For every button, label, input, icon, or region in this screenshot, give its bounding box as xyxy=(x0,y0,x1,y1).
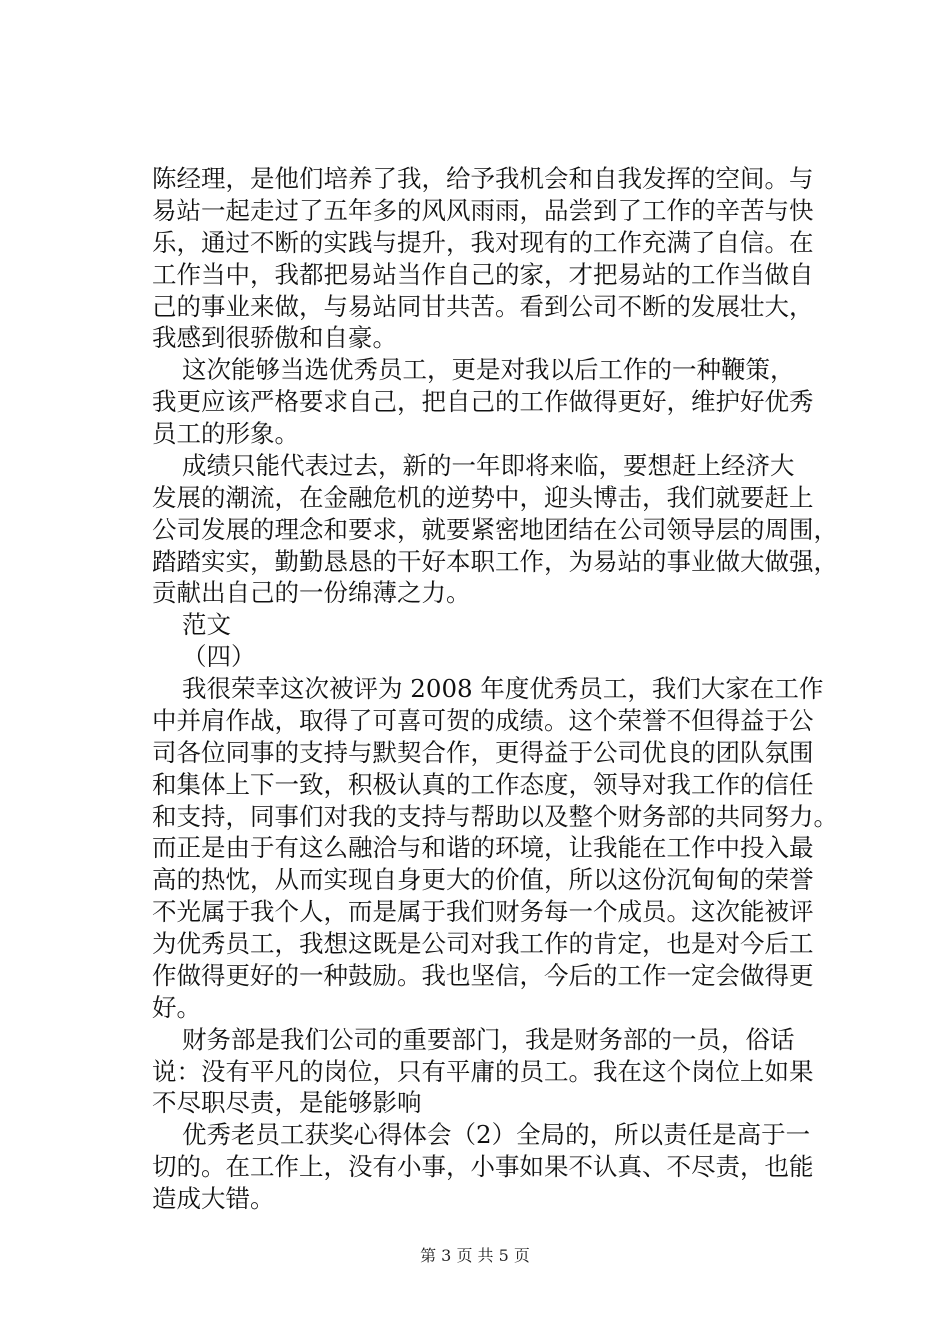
text-line: 工作当中，我都把易站当作自己的家，才把易站的工作当做自 xyxy=(152,259,814,289)
text-line: 踏踏实实，勤勤恳恳的干好本职工作，为易站的事业做大做强， xyxy=(152,546,838,576)
text-line: （四） xyxy=(182,642,256,672)
text-line: 员工的形象。 xyxy=(152,419,299,449)
text-line: 这次能够当选优秀员工，更是对我以后工作的一种鞭策， xyxy=(182,355,795,385)
text-line: 而正是由于有这么融洽与和谐的环境，让我能在工作中投入最 xyxy=(152,833,814,863)
text-line: 成绩只能代表过去，新的一年即将来临，要想赶上经济大 xyxy=(182,450,795,480)
text-line: 为优秀员工，我想这既是公司对我工作的肯定，也是对今后工 xyxy=(152,929,814,959)
text-line: 造成大错。 xyxy=(152,1184,275,1214)
text-line: 切的。在工作上，没有小事，小事如果不认真、不尽责，也能 xyxy=(152,1152,814,1182)
text-line: 我感到很骄傲和自豪。 xyxy=(152,323,397,353)
text-line: 不尽职尽责，是能够影响 xyxy=(152,1088,422,1118)
text-line: 中并肩作战，取得了可喜可贺的成绩。这个荣誉不但得益于公 xyxy=(152,705,814,735)
text-line: 乐，通过不断的实践与提升，我对现有的工作充满了自信。在 xyxy=(152,227,814,257)
text-line: 高的热忱，从而实现自身更大的价值，所以这份沉甸甸的荣誉 xyxy=(152,865,814,895)
page-footer: 第 3 页 共 5 页 xyxy=(420,1246,530,1265)
text-line: 易站一起走过了五年多的风风雨雨，品尝到了工作的辛苦与快 xyxy=(152,195,814,225)
text-line: 和支持，同事们对我的支持与帮助以及整个财务部的共同努力。 xyxy=(152,801,838,831)
text-line: 范文 xyxy=(182,610,231,640)
text-line: 说：没有平凡的岗位，只有平庸的员工。我在这个岗位上如果 xyxy=(152,1056,814,1086)
text-line: 发展的潮流，在金融危机的逆势中，迎头博击，我们就要赶上 xyxy=(152,482,814,512)
text-line: 和集体上下一致，积极认真的工作态度，领导对我工作的信任 xyxy=(152,769,814,799)
text-line: 不光属于我个人，而是属于我们财务每一个成员。这次能被评 xyxy=(152,897,814,927)
text-line: 优秀老员工获奖心得体会（2）全局的，所以责任是高于一 xyxy=(182,1120,811,1150)
text-line: 我更应该严格要求自己，把自己的工作做得更好，维护好优秀 xyxy=(152,387,814,417)
text-line: 贡献出自己的一份绵薄之力。 xyxy=(152,578,471,608)
text-line: 好。 xyxy=(152,992,201,1022)
text-line: 财务部是我们公司的重要部门，我是财务部的一员，俗话 xyxy=(182,1024,795,1054)
text-line: 己的事业来做，与易站同甘共苦。看到公司不断的发展壮大， xyxy=(152,291,814,321)
text-line: 陈经理，是他们培养了我，给予我机会和自我发挥的空间。与 xyxy=(152,164,814,193)
text-line: 公司发展的理念和要求，就要紧密地团结在公司领导层的周围， xyxy=(152,514,838,544)
text-line: 我很荣幸这次被评为 2008 年度优秀员工，我们大家在工作 xyxy=(182,674,824,704)
text-line: 司各位同事的支持与默契合作，更得益于公司优良的团队氛围 xyxy=(152,737,814,767)
text-line: 作做得更好的一种鼓励。我也坚信，今后的工作一定会做得更 xyxy=(152,960,814,990)
